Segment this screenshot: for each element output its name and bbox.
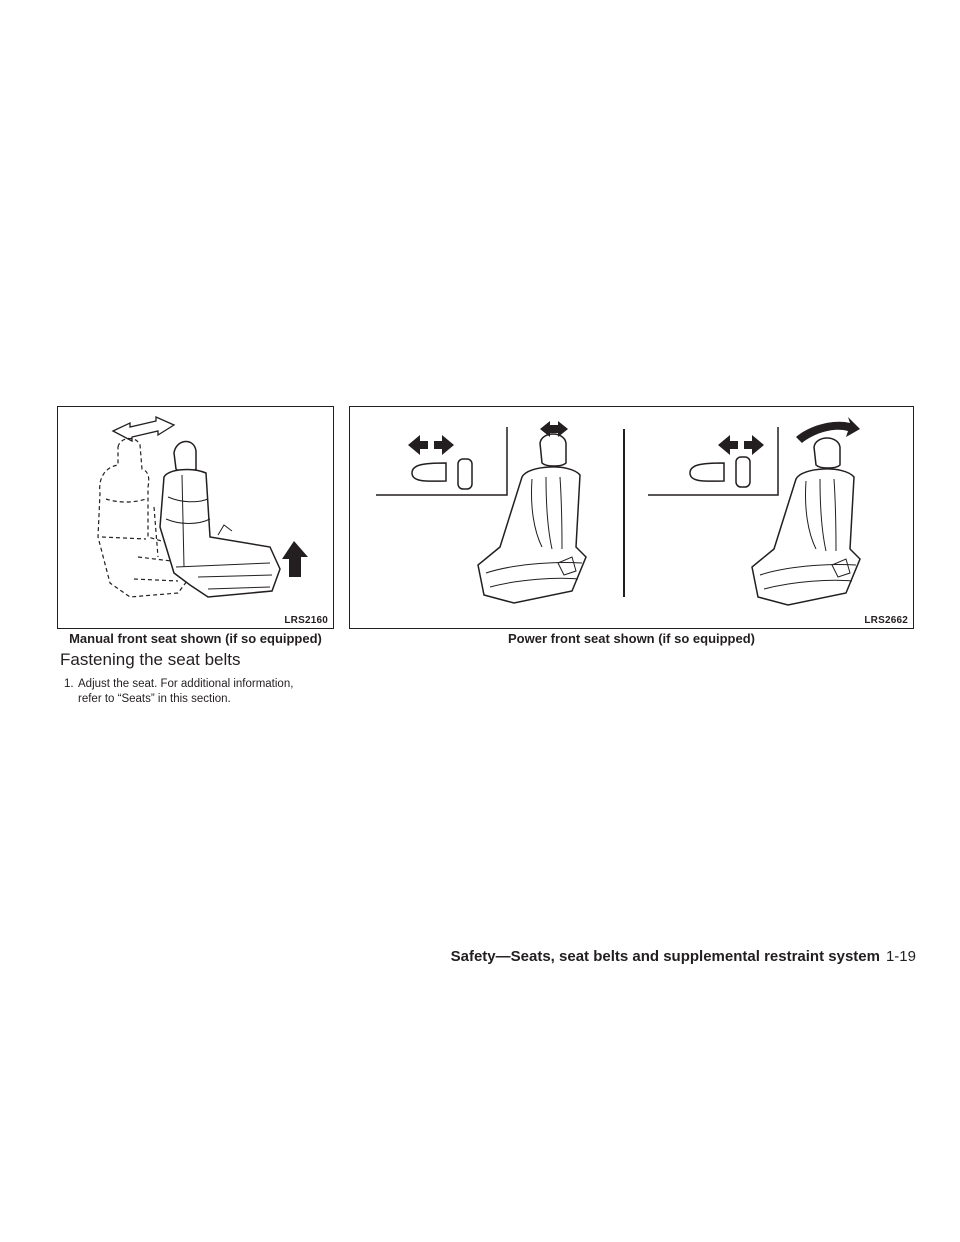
- figure-code: LRS2662: [864, 615, 908, 626]
- section-heading: Fastening the seat belts: [60, 650, 241, 669]
- double-arrow-icon: [718, 435, 764, 455]
- figure-caption: Power front seat shown (if so equipped): [507, 631, 755, 646]
- figure-code: LRS2160: [284, 615, 328, 626]
- step-number: 1.: [64, 678, 74, 690]
- chapter-title: Safety—Seats, seat belts and supplemental restraint system: [450, 948, 880, 965]
- page-number: 1-19: [885, 948, 916, 965]
- up-arrow-icon: [282, 541, 308, 577]
- step-text-line-1: Adjust the seat. For additional information,: [78, 678, 294, 690]
- figure-caption: Manual front seat shown (if so equipped): [69, 631, 322, 646]
- instruction-step: [64, 677, 334, 707]
- manual-seat-illustration: [58, 407, 333, 628]
- figure-power-seat: [349, 406, 914, 629]
- double-arrow-icon: [113, 417, 174, 441]
- double-arrow-icon: [408, 435, 454, 455]
- figure-manual-seat: [57, 406, 334, 629]
- power-seat-illustration: [350, 407, 913, 628]
- step-text-line-2: refer to “Seats” in this section.: [78, 693, 231, 705]
- page-footer: [451, 948, 916, 966]
